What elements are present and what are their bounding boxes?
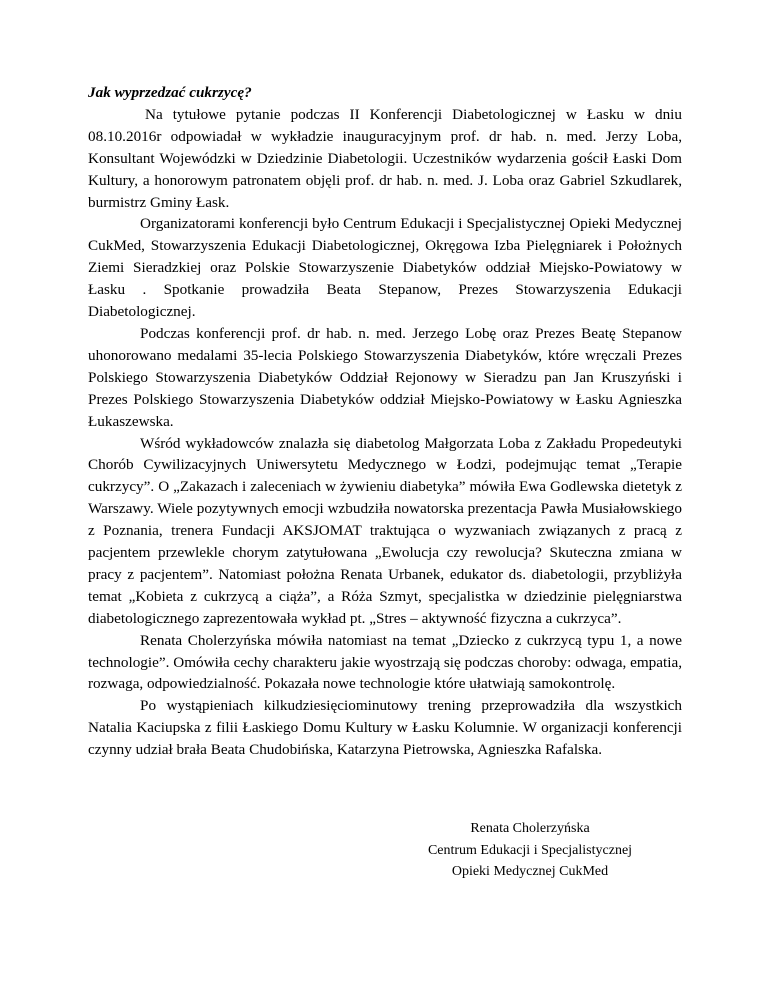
paragraph-organizers: Organizatorami konferencji było Centrum Edukacji i Specjalistycznej Opieki Medycznej CukMed, Stowarzyszenia Edukacji Diabetologicznej, Okręgowa Izba Pielęgniarek i Położnych Ziemi Sieradzkiej oraz Polskie Stowarzyszenie Diabetyków oddział Miejsko-Powiatowy w Łasku . Spotkanie prowadziła Beata Stepanow, Prezes Stowarzyszenia Edukacji Diabetologicznej. (88, 215, 682, 321)
signature-org-line-2: Opieki Medycznej CukMed (451, 864, 609, 879)
paragraph-medals: Podczas konferencji prof. dr hab. n. med. Jerzego Lobę oraz Prezes Beatę Stepanow uhonorowano medalami 35-lecia Polskiego Stowarzyszenia Diabetyków, które wręczali Prezes Polskiego Stowarzyszenia Diabetyków Oddział Rejonowy w Sieradzu pan Jan Kruszyński i Prezes Polskiego Stowarzyszenia Diabetyków oddział Miejsko-Powiatowy w Łasku Agnieszka Łukaszewska. (88, 324, 682, 430)
article-title: Jak wyprzedzać cukrzycę? (88, 84, 252, 101)
paragraph-training: Po wystąpieniach kilkudziesięciominutowy trening przeprowadziła dla wszystkich Natalia Kaciupska z filii Łaskiego Domu Kultury w Łasku Kolumnie. W organizacji konferencji czynny udział brała Beata Chudobińska, Katarzyna Pietrowska, Agnieszka Rafalska. (88, 697, 682, 759)
signature-org-line-1: Centrum Edukacji i Specjalistycznej (427, 842, 633, 858)
article (88, 82, 682, 761)
paragraph-intro: Na tytułowe pytanie podczas II Konferencji Diabetologicznej w Łasku w dniu 08.10.2016r odpowiadał w wykładzie inauguracyjnym prof. dr hab. n. med. Jerzy Loba, Konsultant Wojewódzki w Dziedzinie Diabetologii. Uczestników wydarzenia gościł Łaski Dom Kultury, a honorowym patronatem objęli prof. dr hab. n. med. J. Loba oraz Gabriel Szkudlarek, burmistrz Gminy Łask. (88, 105, 682, 211)
signature-block (88, 818, 682, 883)
paragraph-lecturers: Wśród wykładowców znalazła się diabetolog Małgorzata Loba z Zakładu Propedeutyki Chorób Cywilizacyjnych Uniwersytetu Medycznego w Łodzi, podejmując temat „Terapie cukrzycy”. O „Zakazach i zaleceniach w żywieniu diabetyka” mówiła Ewa Godlewska dietetyk z Warszawy. Wiele pozytywnych emocji wzbudziła nowatorska prezentacja Pawła Musiałowskiego z Poznania, trenera Fundacji AKSJOMAT traktująca o wyzwaniach związanych z pracą z pacjentem przewlekle chorym zatytułowana „Ewolucja czy rewolucja? Skuteczna zmiana w pracy z pacjentem”. Natomiast położna Renata Urbanek, edukator ds. diabetologii, przybliżyła temat „Kobieta z cukrzycą a ciąża”, a Róża Szmyt, specjalistka w dziedzinie pielęgniarstwa diabetologicznego zaprezentowała wykład pt. „Stres – aktywność fizyczna a cukrzyca”. (88, 434, 682, 627)
paragraph-technologies: Renata Cholerzyńska mówiła natomiast na temat „Dziecko z cukrzycą typu 1, a nowe technologie”. Omówiła cechy charakteru jakie wyostrzają się podczas choroby: odwaga, empatia, rozwaga, odpowiedzialność. Pokazała nowe technologie które ułatwiają samokontrolę. (88, 631, 682, 693)
signature-name: Renata Cholerzyńska (470, 821, 590, 836)
